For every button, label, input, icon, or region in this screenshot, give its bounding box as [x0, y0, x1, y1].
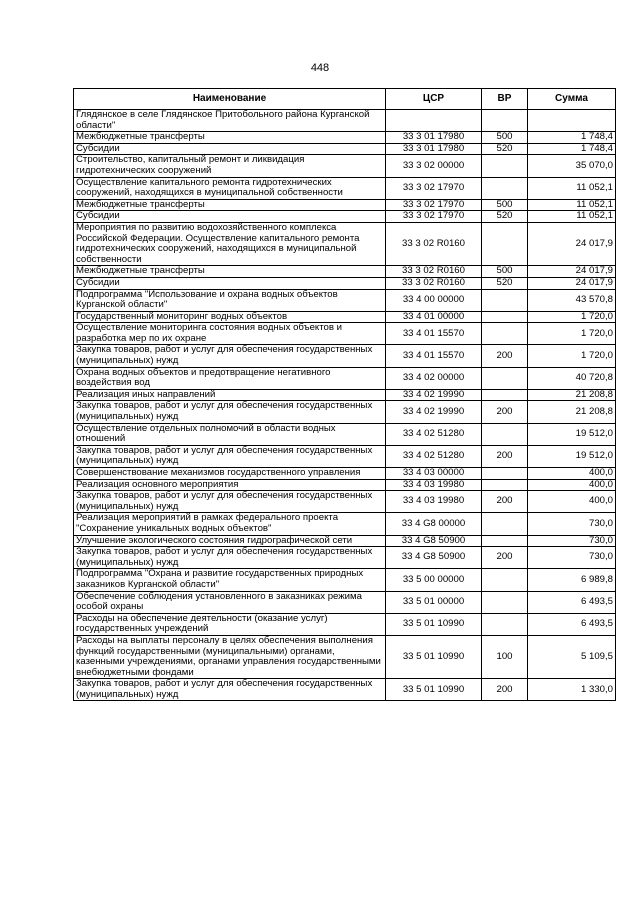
- cell-sum: 11 052,1: [528, 177, 616, 199]
- table-row: [74, 311, 616, 323]
- cell-csr: 33 4 01 15570: [386, 345, 482, 367]
- cell-csr: 33 4 02 19990: [386, 389, 482, 401]
- table-row: [74, 155, 616, 177]
- header-csr: ЦСР: [386, 89, 482, 110]
- cell-vr: [482, 591, 528, 613]
- cell-csr: 33 4 02 51280: [386, 445, 482, 467]
- cell-name: Закупка товаров, работ и услуг для обеспечения государственных (муниципальных) нужд: [74, 401, 386, 423]
- cell-name: Расходы на обеспечение деятельности (оказание услуг) государственных учреждений: [74, 613, 386, 635]
- cell-vr: 500: [482, 132, 528, 144]
- cell-csr: 33 3 02 R0160: [386, 222, 482, 265]
- cell-name: Межбюджетные трансферты: [74, 266, 386, 278]
- cell-csr: 33 3 02 00000: [386, 155, 482, 177]
- cell-csr: 33 3 01 17980: [386, 132, 482, 144]
- cell-sum: [528, 110, 616, 132]
- table-row: [74, 613, 616, 635]
- cell-csr: 33 4 02 00000: [386, 367, 482, 389]
- table-row: [74, 323, 616, 345]
- cell-sum: 1 330,0: [528, 679, 616, 701]
- table-header-row: [74, 89, 616, 110]
- table-row: [74, 547, 616, 569]
- header-sum: Сумма: [528, 89, 616, 110]
- cell-csr: 33 5 00 00000: [386, 569, 482, 591]
- cell-name: Закупка товаров, работ и услуг для обеспечения государственных (муниципальных) нужд: [74, 679, 386, 701]
- table-row: [74, 513, 616, 535]
- cell-sum: 1 720,0: [528, 345, 616, 367]
- cell-csr: 33 4 G8 00000: [386, 513, 482, 535]
- cell-vr: [482, 513, 528, 535]
- cell-vr: [482, 311, 528, 323]
- cell-sum: 730,0: [528, 547, 616, 569]
- table-row: [74, 389, 616, 401]
- cell-name: Закупка товаров, работ и услуг для обеспечения государственных (муниципальных) нужд: [74, 345, 386, 367]
- cell-name: Подпрограмма "Использование и охрана водных объектов Курганской области": [74, 289, 386, 311]
- cell-vr: [482, 289, 528, 311]
- cell-csr: 33 4 01 15570: [386, 323, 482, 345]
- cell-sum: 6 493,5: [528, 591, 616, 613]
- cell-csr: 33 3 02 17970: [386, 177, 482, 199]
- cell-name: Глядянское в селе Глядянское Притобольного района Курганской области": [74, 110, 386, 132]
- cell-sum: 21 208,8: [528, 401, 616, 423]
- cell-name: Реализация основного мероприятия: [74, 479, 386, 491]
- header-vr: ВР: [482, 89, 528, 110]
- cell-vr: [482, 155, 528, 177]
- cell-vr: 500: [482, 199, 528, 211]
- cell-vr: [482, 613, 528, 635]
- cell-sum: 21 208,8: [528, 389, 616, 401]
- cell-name: Мероприятия по развитию водохозяйственного комплекса Российской Федерации. Осуществление капитального ремонта гидротехнических сооружений, находящихся в муниципальной собственности: [74, 222, 386, 265]
- page-number: 448: [310, 62, 330, 74]
- table-row: [74, 143, 616, 155]
- cell-name: Закупка товаров, работ и услуг для обеспечения государственных (муниципальных) нужд: [74, 445, 386, 467]
- cell-csr: 33 4 00 00000: [386, 289, 482, 311]
- cell-csr: 33 3 02 17970: [386, 199, 482, 211]
- cell-sum: 6 493,5: [528, 613, 616, 635]
- cell-csr: [386, 110, 482, 132]
- cell-csr: 33 5 01 10990: [386, 613, 482, 635]
- cell-sum: 43 570,8: [528, 289, 616, 311]
- cell-name: Межбюджетные трансферты: [74, 132, 386, 144]
- table-row: [74, 132, 616, 144]
- table-row: [74, 679, 616, 701]
- cell-sum: 400,0: [528, 479, 616, 491]
- table-row: [74, 110, 616, 132]
- cell-vr: 200: [482, 445, 528, 467]
- cell-csr: 33 4 G8 50900: [386, 547, 482, 569]
- cell-sum: 11 052,1: [528, 199, 616, 211]
- cell-vr: 500: [482, 266, 528, 278]
- table-row: [74, 199, 616, 211]
- table-row: [74, 479, 616, 491]
- table-row: [74, 222, 616, 265]
- cell-vr: [482, 423, 528, 445]
- table-row: [74, 423, 616, 445]
- table-row: [74, 277, 616, 289]
- table-row: [74, 569, 616, 591]
- cell-vr: 200: [482, 547, 528, 569]
- cell-vr: 200: [482, 401, 528, 423]
- cell-csr: 33 4 03 19980: [386, 491, 482, 513]
- cell-sum: 19 512,0: [528, 423, 616, 445]
- cell-vr: 100: [482, 635, 528, 678]
- cell-csr: 33 4 01 00000: [386, 311, 482, 323]
- header-name: Наименование: [74, 89, 386, 110]
- table-row: [74, 591, 616, 613]
- cell-vr: 520: [482, 211, 528, 223]
- cell-vr: [482, 110, 528, 132]
- table-row: [74, 345, 616, 367]
- table-row: [74, 635, 616, 678]
- cell-vr: 200: [482, 491, 528, 513]
- cell-name: Обеспечение соблюдения установленного в заказниках режима особой охраны: [74, 591, 386, 613]
- cell-name: Субсидии: [74, 211, 386, 223]
- cell-sum: 730,0: [528, 513, 616, 535]
- cell-name: Межбюджетные трансферты: [74, 199, 386, 211]
- cell-sum: 24 017,9: [528, 266, 616, 278]
- cell-csr: 33 5 01 10990: [386, 635, 482, 678]
- cell-sum: 11 052,1: [528, 211, 616, 223]
- table-row: [74, 535, 616, 547]
- cell-name: Улучшение экологического состояния гидрографической сети: [74, 535, 386, 547]
- cell-sum: 24 017,9: [528, 277, 616, 289]
- cell-sum: 1 748,4: [528, 132, 616, 144]
- cell-name: Осуществление мониторинга состояния водных объектов и разработка мер по их охране: [74, 323, 386, 345]
- cell-name: Осуществление отдельных полномочий в области водных отношений: [74, 423, 386, 445]
- cell-name: Субсидии: [74, 143, 386, 155]
- cell-csr: 33 5 01 00000: [386, 591, 482, 613]
- cell-vr: [482, 389, 528, 401]
- cell-name: Закупка товаров, работ и услуг для обеспечения государственных (муниципальных) нужд: [74, 491, 386, 513]
- cell-vr: [482, 222, 528, 265]
- table-row: [74, 211, 616, 223]
- cell-name: Закупка товаров, работ и услуг для обеспечения государственных (муниципальных) нужд: [74, 547, 386, 569]
- cell-name: Реализация мероприятий в рамках федерального проекта "Сохранение уникальных водных объектов": [74, 513, 386, 535]
- cell-vr: [482, 323, 528, 345]
- table-row: [74, 367, 616, 389]
- cell-name: Осуществление капитального ремонта гидротехнических сооружений, находящихся в муниципальной собственности: [74, 177, 386, 199]
- cell-vr: 520: [482, 277, 528, 289]
- cell-name: Государственный мониторинг водных объектов: [74, 311, 386, 323]
- cell-name: Субсидии: [74, 277, 386, 289]
- cell-sum: 35 070,0: [528, 155, 616, 177]
- cell-sum: 6 989,8: [528, 569, 616, 591]
- cell-vr: [482, 569, 528, 591]
- cell-csr: 33 3 01 17980: [386, 143, 482, 155]
- cell-vr: 200: [482, 345, 528, 367]
- cell-sum: 5 109,5: [528, 635, 616, 678]
- cell-sum: 400,0: [528, 491, 616, 513]
- table-row: [74, 266, 616, 278]
- table-row: [74, 289, 616, 311]
- cell-sum: 1 720,0: [528, 323, 616, 345]
- cell-sum: 400,0: [528, 468, 616, 480]
- table-row: [74, 401, 616, 423]
- cell-vr: [482, 468, 528, 480]
- table-row: [74, 177, 616, 199]
- cell-vr: [482, 479, 528, 491]
- table-row: [74, 491, 616, 513]
- cell-sum: 730,0: [528, 535, 616, 547]
- table-row: [74, 445, 616, 467]
- budget-table: [73, 88, 616, 701]
- cell-sum: 1 720,0: [528, 311, 616, 323]
- cell-vr: [482, 367, 528, 389]
- cell-csr: 33 3 02 R0160: [386, 277, 482, 289]
- cell-csr: 33 5 01 10990: [386, 679, 482, 701]
- cell-name: Совершенствование механизмов государственного управления: [74, 468, 386, 480]
- cell-name: Охрана водных объектов и предотвращение негативного воздействия вод: [74, 367, 386, 389]
- cell-vr: 200: [482, 679, 528, 701]
- cell-vr: [482, 177, 528, 199]
- cell-vr: 520: [482, 143, 528, 155]
- cell-csr: 33 4 03 19980: [386, 479, 482, 491]
- cell-sum: 40 720,8: [528, 367, 616, 389]
- cell-csr: 33 4 02 51280: [386, 423, 482, 445]
- table-row: [74, 468, 616, 480]
- cell-name: Строительство, капитальный ремонт и ликвидация гидротехнических сооружений: [74, 155, 386, 177]
- cell-name: Реализация иных направлений: [74, 389, 386, 401]
- cell-csr: 33 3 02 17970: [386, 211, 482, 223]
- cell-sum: 1 748,4: [528, 143, 616, 155]
- cell-csr: 33 4 02 19990: [386, 401, 482, 423]
- cell-vr: [482, 535, 528, 547]
- cell-sum: 24 017,9: [528, 222, 616, 265]
- cell-sum: 19 512,0: [528, 445, 616, 467]
- cell-name: Расходы на выплаты персоналу в целях обеспечения выполнения функций государственными (муниципальными) органами, казенными учреждениями, органами управления государственными внебюджетными фондами: [74, 635, 386, 678]
- cell-name: Подпрограмма "Охрана и развитие государственных природных заказников Курганской области": [74, 569, 386, 591]
- cell-csr: 33 4 03 00000: [386, 468, 482, 480]
- cell-csr: 33 4 G8 50900: [386, 535, 482, 547]
- cell-csr: 33 3 02 R0160: [386, 266, 482, 278]
